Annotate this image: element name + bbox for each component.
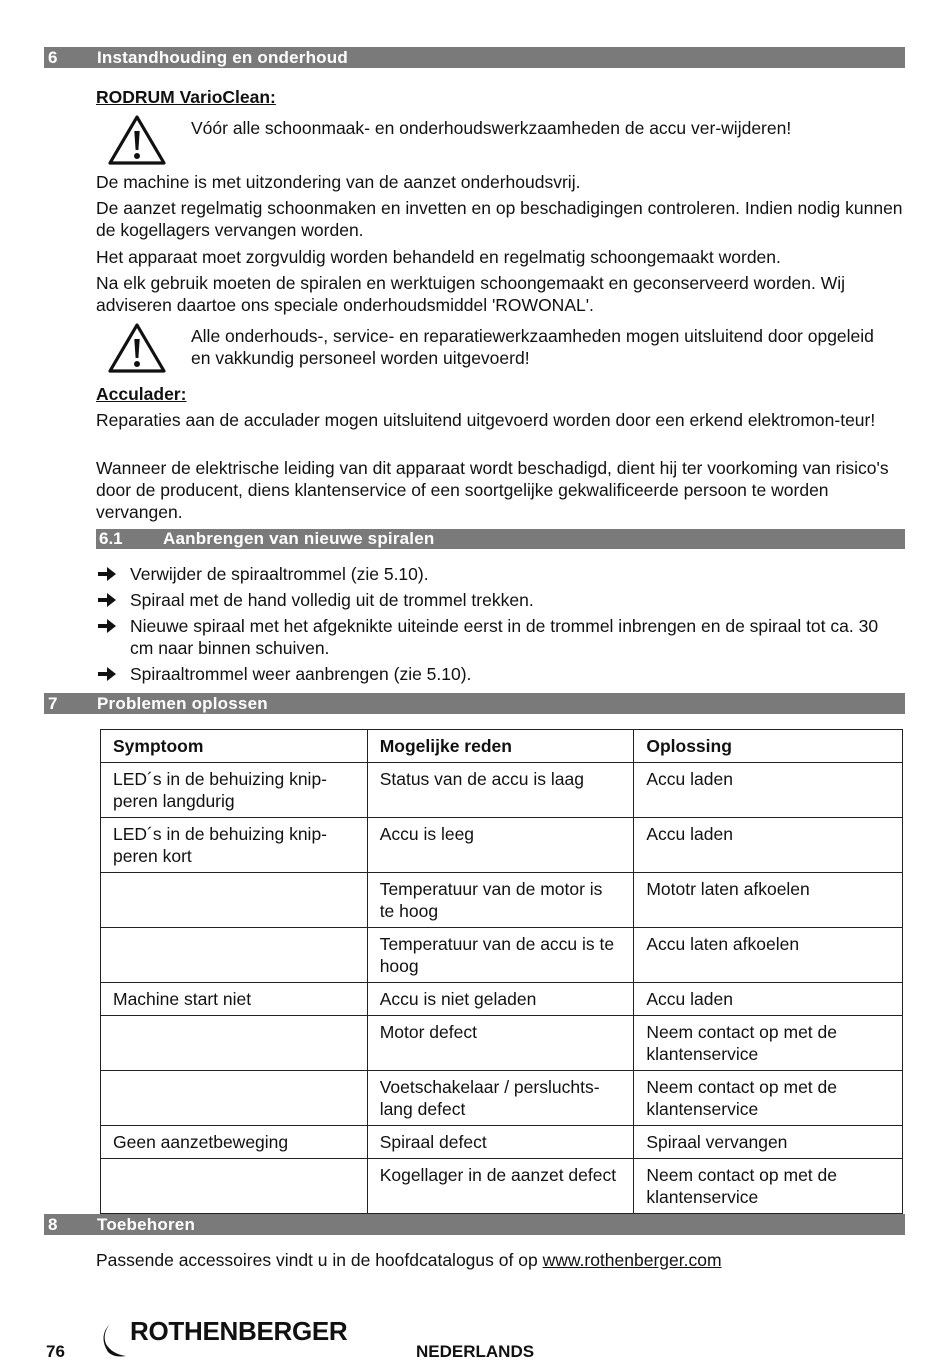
- page-number: 76: [46, 1342, 65, 1361]
- table-cell: Spiraal vervangen: [634, 1126, 903, 1159]
- arrow-right-icon: [96, 589, 118, 611]
- step-item: [96, 589, 906, 611]
- section-8-header: [44, 1214, 905, 1235]
- step-list: [96, 563, 906, 689]
- table-cell: Spiraal defect: [367, 1126, 634, 1159]
- rothenberger-logo: [96, 1318, 346, 1362]
- language-label: NEDERLANDS: [416, 1342, 535, 1361]
- step-item: [96, 615, 906, 659]
- table-header-row: [101, 730, 903, 763]
- step-text: Nieuwe spiraal met het afgeknikte uiteinde eerst in de trommel inbrengen en de spiraal tot ca. 30 cm naar binnen schuiven.: [130, 616, 879, 658]
- charger-heading: Acculader:: [96, 384, 187, 404]
- troubleshooting-table: [100, 729, 903, 1214]
- section-number: 7: [48, 694, 58, 713]
- rothenberger-website-link[interactable]: www.rothenberger.com: [542, 1250, 722, 1270]
- section-number: 8: [48, 1215, 58, 1234]
- paragraph: De aanzet regelmatig schoonmaken en invetten en op beschadigingen controleren. Indien nodig kunnen de kogellagers vervangen worden.: [96, 198, 903, 240]
- table-cell: Accu is leeg: [367, 818, 634, 873]
- section-title: Instandhouding en onderhoud: [97, 48, 348, 67]
- rodrum-heading: RODRUM VarioClean:: [96, 87, 276, 107]
- accessories-text: Passende accessoires vindt u in de hoofdcatalogus of op: [96, 1250, 538, 1270]
- step-text: Verwijder de spiraaltrommel (zie 5.10).: [130, 564, 429, 584]
- paragraph: Reparaties aan de acculader mogen uitsluitend uitgevoerd worden door een erkend elektromon-teur!: [96, 410, 876, 430]
- table-cell: [101, 1071, 368, 1126]
- table-row: [101, 763, 903, 818]
- warning-icon: [107, 114, 167, 166]
- step-item: [96, 563, 906, 585]
- section-title: Problemen oplossen: [97, 694, 268, 713]
- arrow-right-icon: [96, 615, 118, 637]
- warning-text-battery: Vóór alle schoonmaak- en onderhoudswerkzaamheden de accu ver-wijderen!: [191, 118, 792, 138]
- table-cell: [101, 873, 368, 928]
- paragraph: Na elk gebruik moeten de spiralen en werktuigen schoongemaakt en geconserveerd worden. Wij adviseren daartoe ons speciale onderhoudsmiddel 'ROWONAL'.: [96, 273, 846, 315]
- table-row: [101, 1071, 903, 1126]
- table-cell: Status van de accu is laag: [367, 763, 634, 818]
- brand-name: ROTHENBERGER: [130, 1316, 348, 1346]
- section-6-header: [44, 47, 905, 68]
- arrow-right-icon: [96, 563, 118, 585]
- table-cell: LED´s in de behuizing knip-peren kort: [101, 818, 368, 873]
- column-header: Symptoom: [101, 730, 368, 763]
- table-cell: Accu laten afkoelen: [634, 928, 903, 983]
- table-cell: Neem contact op met de klantenservice: [634, 1159, 903, 1214]
- warning-icon: [107, 322, 167, 374]
- table-cell: Temperatuur van de accu is te hoog: [367, 928, 634, 983]
- section-number: 6: [48, 48, 58, 67]
- table-cell: Motor defect: [367, 1016, 634, 1071]
- logo-swoosh-icon: [96, 1318, 130, 1362]
- table-cell: Machine start niet: [101, 983, 368, 1016]
- table-cell: Accu laden: [634, 818, 903, 873]
- table-cell: Kogellager in de aanzet defect: [367, 1159, 634, 1214]
- table-row: [101, 928, 903, 983]
- paragraph: Wanneer de elektrische leiding van dit apparaat wordt beschadigd, dient hij ter voorkoming van risico's door de producent, diens klantenservice of een soortgelijke gekwalificeerde persoon te worden vervangen.: [96, 458, 889, 522]
- table-cell: [101, 928, 368, 983]
- step-text: Spiraal met de hand volledig uit de trommel trekken.: [130, 590, 534, 610]
- table-cell: Accu laden: [634, 763, 903, 818]
- warning-text-service: Alle onderhouds-, service- en reparatiewerkzaamheden mogen uitsluitend door opgeleid en vakkundig personeel worden uitgevoerd!: [191, 326, 874, 368]
- table-cell: Voetschakelaar / persluchts-lang defect: [367, 1071, 634, 1126]
- table-row: [101, 983, 903, 1016]
- section-title: Aanbrengen van nieuwe spiralen: [163, 529, 435, 548]
- accessories-paragraph: [96, 1249, 906, 1271]
- table-row: [101, 1159, 903, 1214]
- step-item: [96, 663, 906, 685]
- table-cell: Accu is niet geladen: [367, 983, 634, 1016]
- section-7-header: [44, 693, 905, 714]
- table-cell: Accu laden: [634, 983, 903, 1016]
- step-text: Spiraaltrommel weer aanbrengen (zie 5.10).: [130, 664, 472, 684]
- section-number: 6.1: [99, 529, 123, 548]
- table-cell: Neem contact op met de klantenservice: [634, 1016, 903, 1071]
- column-header: Mogelijke reden: [367, 730, 634, 763]
- table-cell: LED´s in de behuizing knip-peren langdurig: [101, 763, 368, 818]
- paragraph: Het apparaat moet zorgvuldig worden behandeld en regelmatig schoongemaakt worden.: [96, 247, 781, 267]
- table-row: [101, 1016, 903, 1071]
- section-title: Toebehoren: [97, 1215, 196, 1234]
- table-cell: Mototr laten afkoelen: [634, 873, 903, 928]
- table-cell: Neem contact op met de klantenservice: [634, 1071, 903, 1126]
- paragraph: De machine is met uitzondering van de aanzet onderhoudsvrij.: [96, 172, 581, 192]
- table-cell: [101, 1016, 368, 1071]
- table-cell: Geen aanzetbeweging: [101, 1126, 368, 1159]
- table-row: [101, 1126, 903, 1159]
- arrow-right-icon: [96, 663, 118, 685]
- table-row: [101, 818, 903, 873]
- section-6-1-header: [96, 529, 905, 549]
- table-cell: [101, 1159, 368, 1214]
- table-row: [101, 873, 903, 928]
- table-cell: Temperatuur van de motor is te hoog: [367, 873, 634, 928]
- column-header: Oplossing: [634, 730, 903, 763]
